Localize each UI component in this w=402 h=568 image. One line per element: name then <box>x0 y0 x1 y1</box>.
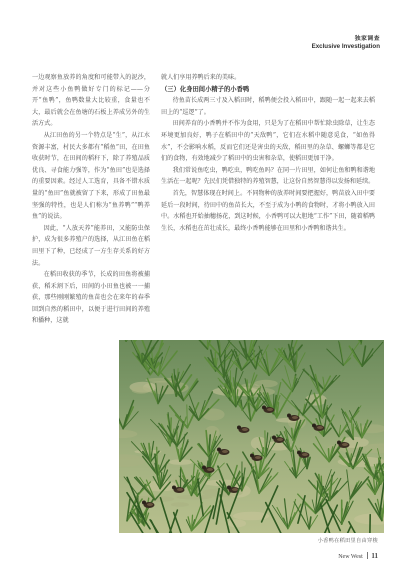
water-reflection <box>119 454 146 466</box>
water-reflection <box>171 502 189 506</box>
right-paragraph-4: 首先，智慧体现在时间上。不同物种的放养时间要把握好，鸭苗放入田中要延后一段时间，待田中的鱼苗长大，不至于成为小鸭的食物时，才将小鸭放入田中。水稻也开始抽穗扬花，到这时候，小香鸭可以大胆地“工作”下田，随着稻鸭生长，水稻也在茁壮成长，最终小香鸭能够在田里和小香鸭和谐共生。 <box>161 189 375 232</box>
left-paragraph-1: 一边观察鱼放养的角度和可能带入的泥沙，并对这些小鱼鸭做好专门的标记——分开“鱼鸭”，鱼鸭数量大比较重，食量也不大，最后就会在鱼塘的石板上养成另外的生活方式。 <box>32 74 150 128</box>
water-reflection <box>119 430 137 438</box>
rice-clump <box>309 366 336 396</box>
rice-clump <box>350 340 368 344</box>
duck <box>250 454 263 462</box>
section-header <box>312 33 380 50</box>
section-title: （三）化身田间小精子的小香鸭 <box>161 85 250 93</box>
left-column <box>32 72 150 327</box>
right-column <box>161 72 375 234</box>
left-paragraph-3: 因此，“人放天养”能养田，又能防虫保护，成为很多养殖户的选择，从江田鱼在稻田里下了种，已经成了一方生存关系的好方法。 <box>32 224 150 267</box>
right-paragraph-3: 我们常说鱼吃虫，鸭吃虫，鸭吃鱼吗？在同一片田里，如何让鱼和鸭和谐地生活在一起呢？先民们凭借独特的养殖智慧，让这份自然智慧得以发扬和延续。 <box>161 166 375 186</box>
rice-leaf <box>370 515 371 533</box>
left-paragraph-2: 从江田鱼的另一个特点是“生”，从江水资源丰富，村民大多都有“稻鱼”田，在田鱼收获时节，在田间的稻秆下，除了养殖品质优良、寻食能力强等，作为“鱼田”也是选择的重要因素。经过人工选育，具备不错水质量的“鱼田”鱼就被留了下来，形成了田鱼最坚强的特性，也是人们称为“鱼养鸭”“鸭养鱼”的说法。 <box>32 131 150 221</box>
right-paragraph-2: 田间养育的小香鸭并不作为食用，只是为了在稻田中帮忙除虫除草，让生态环境更加良好，鸭子在稻田中的“天敌鸭”，它们在水稻中随意觅食，“如鱼得水”，不会影响水稻，反而它们还是害虫的天敌，稻田里的杂草、螺蛳等都是它们的食物，有效地减少了稻田中的虫害和杂草，使稻田更加干净。 <box>161 120 375 163</box>
magazine-name: New West <box>338 554 363 560</box>
rice-clump <box>347 470 369 499</box>
header-title-en: Exclusive Investigation <box>311 43 380 50</box>
photo-caption: 小香鸭在稻田里自由穿梭 <box>317 538 378 544</box>
water-reflection <box>358 424 384 433</box>
duck-rice-field-photo <box>119 340 384 533</box>
right-intro: 就人们享用养鸭后来的美味。 <box>161 74 241 81</box>
rice-clump <box>176 434 192 461</box>
duck <box>237 426 250 434</box>
rice-clump <box>303 369 340 390</box>
water-reflection <box>202 409 225 421</box>
rice-clump <box>119 401 138 429</box>
right-paragraph-1: 待鱼苗长成两三寸及入稻田时，稻鸭便会投入稻田中，跟随一起一起来去稻田上的“巡逻”了。 <box>161 97 375 116</box>
left-paragraph-4: 在稻田收获的季节，长成的田鱼将被捕获，稻禾割下后，田间的小田鱼也被一一捕获，那些刚刚繁殖的鱼苗也会在来年的春季回到自然的稻田中，以便于进行田间的养殖和播种，这就 <box>32 271 150 325</box>
rice-leaf <box>321 504 330 533</box>
rice-leaf <box>203 506 213 533</box>
page-number: 11 <box>371 552 378 560</box>
page-footer <box>338 552 378 560</box>
footer-divider <box>367 552 368 559</box>
rice-clump <box>186 503 212 531</box>
rice-clump <box>199 340 218 349</box>
water-reflection <box>227 519 246 527</box>
rice-clump <box>325 412 348 436</box>
rice-leaf <box>262 486 278 522</box>
rice-leaf <box>339 527 351 533</box>
photo-illustration <box>119 340 384 533</box>
water-reflection <box>177 495 213 500</box>
rice-clump <box>349 342 382 366</box>
water-reflection <box>132 387 151 394</box>
header-title-cn: 独家调查 <box>354 36 380 42</box>
duck <box>297 451 310 459</box>
